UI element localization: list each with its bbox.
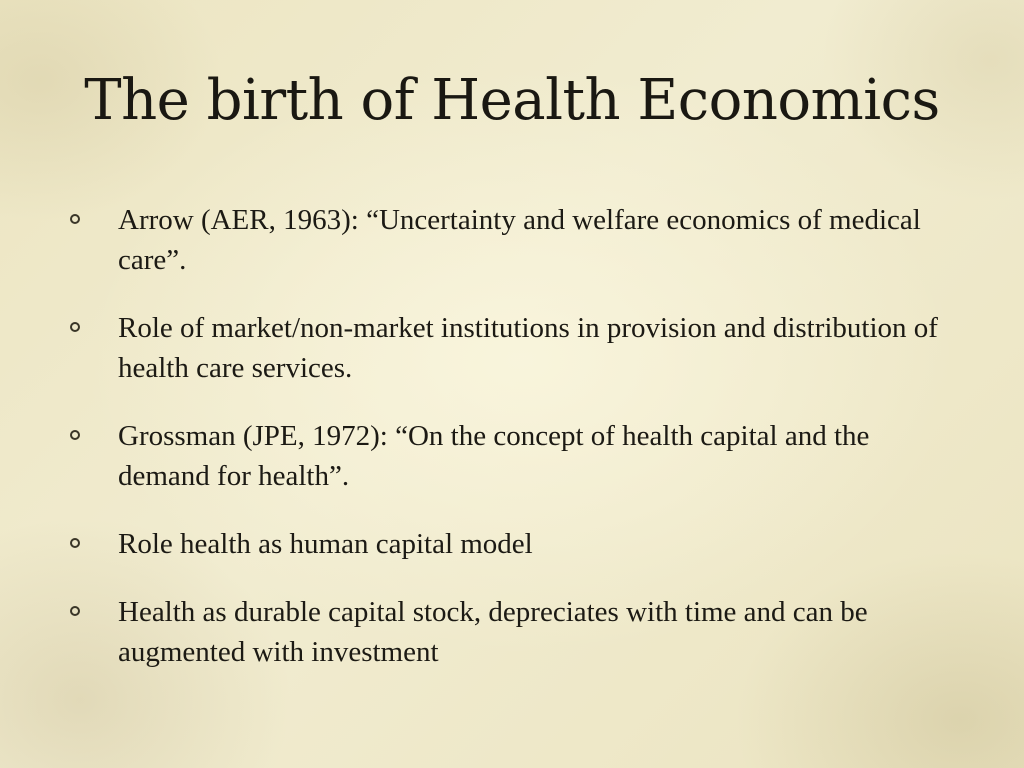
bullet-text: Health as durable capital stock, depreciates with time and can be augmented with investment	[118, 596, 868, 668]
bullet-item	[64, 524, 964, 564]
bullet-item	[64, 416, 964, 496]
slide-title: The birth of Health Economics	[84, 68, 940, 133]
bullet-item	[64, 592, 964, 672]
bullet-text: Grossman (JPE, 1972): “On the concept of health capital and the demand for health”.	[118, 420, 870, 492]
bullet-text: Role health as human capital model	[118, 528, 533, 560]
bullet-text: Arrow (AER, 1963): “Uncertainty and welfare economics of medical care”.	[118, 204, 921, 276]
ring-bullet-icon	[70, 430, 80, 440]
ring-bullet-icon	[70, 606, 80, 616]
bullet-text: Role of market/non-market institutions in provision and distribution of health care services.	[118, 312, 938, 384]
ring-bullet-icon	[70, 214, 80, 224]
bullet-item	[64, 308, 964, 388]
ring-bullet-icon	[70, 538, 80, 548]
bullet-list	[64, 200, 964, 700]
ring-bullet-icon	[70, 322, 80, 332]
bullet-item	[64, 200, 964, 280]
